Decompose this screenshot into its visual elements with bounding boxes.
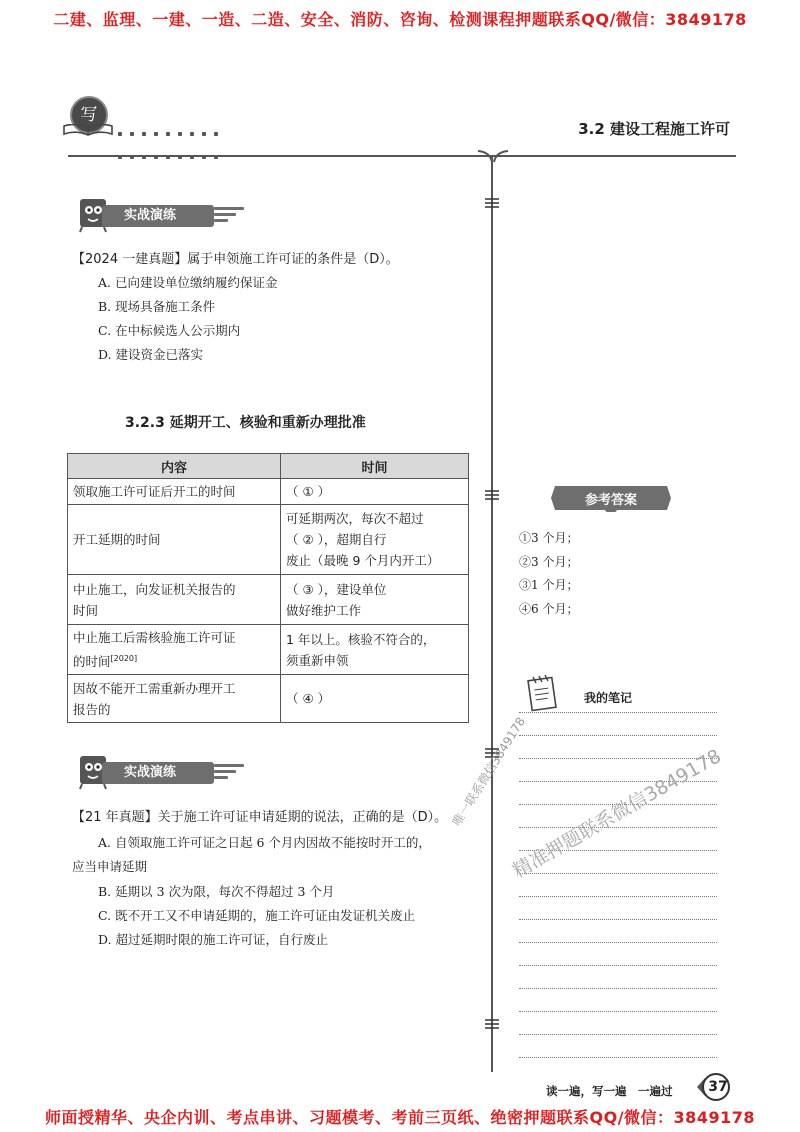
practice-banner: [72, 752, 240, 790]
table-cell: [68, 625, 281, 675]
option-a: A. 自领取施工许可证之日起 6 个月内因故不能按时开工的，: [98, 835, 431, 850]
divider-curl-icon: [478, 150, 508, 164]
practice-label: 实战演练: [102, 762, 214, 784]
page-number: 37: [708, 1079, 728, 1095]
section-title: 3.2 建设工程施工许可: [578, 120, 730, 138]
banner-tails: [214, 207, 244, 225]
spiral-binding-icon: [485, 488, 499, 502]
table-row: [68, 505, 469, 575]
answer-item: ①3 个月；: [519, 531, 579, 545]
note-line: [519, 735, 717, 736]
write-logo-icon: 写: [70, 96, 108, 134]
notepad-icon: [527, 673, 559, 713]
cell-line: 因故不能开工需重新办理开工: [73, 680, 236, 696]
option-c: C. 在中标候选人公示期内: [98, 323, 241, 338]
answer-item: ③1 个月；: [519, 578, 579, 592]
option-b: B. 现场具备施工条件: [98, 299, 216, 314]
table-cell: [281, 575, 469, 625]
question-stem: 【21 年真题】关于施工许可证申请延期的说法，正确的是（D）。: [72, 810, 448, 825]
cell-line: 中止施工后需核验施工许可证: [73, 630, 236, 645]
cell-line: 1 年以上。核验不符合的，: [286, 631, 436, 647]
cell-line: 时间: [73, 602, 99, 618]
table-cell: [281, 505, 469, 575]
question-stem: 【2024 一建真题】属于申领施工许可证的条件是（D）。: [72, 252, 399, 267]
answer-list: [519, 527, 578, 621]
cell-line: 中止施工，向发证机关报告的: [73, 581, 236, 597]
table-row: [68, 675, 469, 723]
note-line: [519, 988, 717, 989]
note-line: [519, 712, 717, 713]
cell-line: 可延期两次，每次不超过: [286, 511, 424, 526]
practice-label: 实战演练: [102, 205, 214, 227]
banner-tails: [214, 764, 244, 782]
option-d: D. 建设资金已落实: [98, 347, 204, 362]
column-divider: [491, 157, 493, 1072]
table-cell: [68, 575, 281, 625]
table-row: [68, 575, 469, 625]
footer-slogan: 读一遍，写一遍 一遍过: [546, 1084, 673, 1098]
note-line: [519, 1034, 717, 1035]
cell-line: 须重新申领: [286, 652, 349, 668]
practice-banner: [72, 195, 240, 233]
book-icon: [62, 124, 114, 136]
option-a: A. 已向建设单位缴纳履约保证金: [98, 275, 278, 290]
option-d: D. 超过延期时限的施工许可证，自行废止: [98, 932, 329, 947]
table-cell: 领取施工许可证后开工的时间: [68, 479, 281, 505]
option-a-continued: 应当申请延期: [72, 859, 148, 874]
cell-line: 做好维护工作: [286, 602, 362, 618]
note-line: [519, 896, 717, 897]
answer-item: ②3 个月；: [519, 554, 579, 569]
note-line: [519, 965, 717, 966]
header-rule: [68, 155, 736, 157]
spiral-binding-icon: [485, 196, 499, 210]
watermark-text: 唯一联系微信3849178: [449, 714, 529, 829]
subsection-title: 3.2.3 延期开工、核验和重新办理批准: [125, 415, 366, 431]
table-row: [68, 479, 469, 505]
table-cell: [68, 675, 281, 723]
answer-title: 参考答案: [584, 493, 637, 508]
note-line: [519, 1057, 717, 1058]
answer-item: ④6 个月；: [519, 601, 579, 616]
column-header: 内容: [68, 454, 281, 479]
table-cell: 开工延期的时间: [68, 505, 281, 575]
option-b: B. 延期以 3 次为限，每次不得超过 3 个月: [98, 884, 335, 899]
top-promo-banner: 二建、监理、一建、一造、二造、安全、消防、咨询、检测课程押题联系QQ/微信：3849178: [53, 10, 747, 29]
exam-year-ref: [2020]: [110, 654, 138, 663]
note-line: [519, 942, 717, 943]
notes-title: 我的笔记: [584, 691, 633, 705]
cell-text: 的时间: [73, 654, 111, 670]
option-c: C. 既不开工又不申请延期的，施工许可证由发证机关废止: [98, 908, 416, 923]
note-line: [519, 873, 717, 874]
bottom-promo-banner: 师面授精华、央企内训、考点串讲、习题模考、考前三页纸、绝密押题联系QQ/微信：3849178: [45, 1108, 755, 1127]
cell-line: [73, 648, 275, 672]
table-cell: [281, 625, 469, 675]
cell-line: （ ② ），超期自行: [286, 532, 387, 547]
table-cell: （ ④ ）: [281, 675, 469, 723]
column-header: 时间: [281, 454, 469, 479]
delay-table: [67, 453, 469, 723]
note-line: [519, 1011, 717, 1012]
cell-line: 报告的: [73, 701, 111, 717]
note-line: [519, 827, 717, 828]
table-cell: （ ① ）: [281, 479, 469, 505]
spiral-binding-icon: [485, 1017, 499, 1031]
cell-line: （ ③ ），建设单位: [286, 581, 387, 597]
cell-line: 废止（最晚 9 个月内开工）: [286, 553, 440, 568]
table-header-row: [68, 454, 469, 479]
note-line: [519, 919, 717, 920]
watermark-text: 精准押题联系微信3849178: [509, 745, 725, 883]
table-row: [68, 625, 469, 675]
